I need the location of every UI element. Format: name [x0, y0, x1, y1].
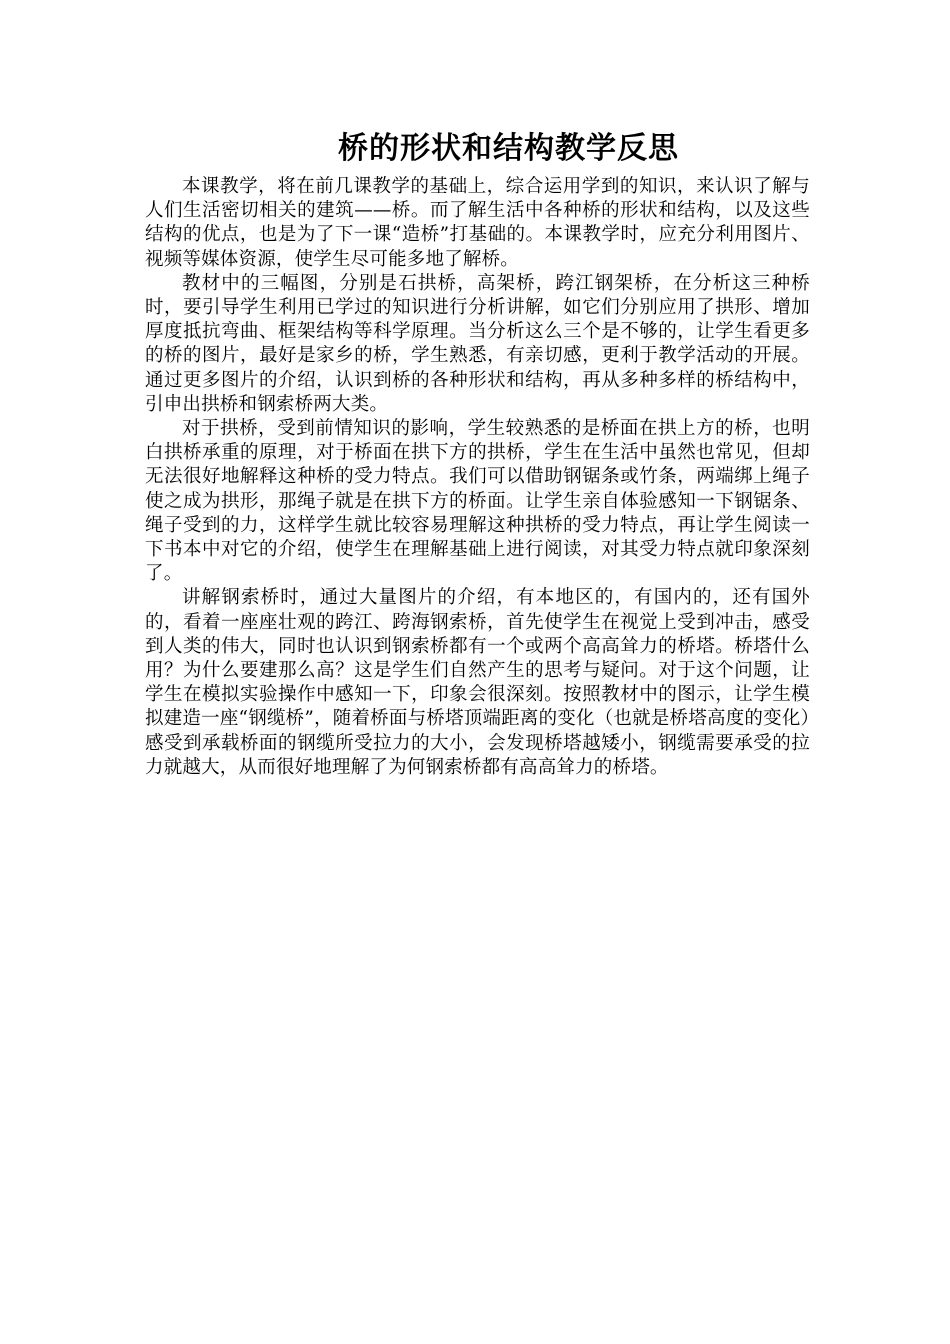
- paragraph-4: 讲解钢索桥时，通过大量图片的介绍，有本地区的，有国内的，还有国外的，看着一座座壮观的跨江、跨海钢索桥，首先使学生在视觉上受到冲击，感受到人类的伟大，同时也认识到钢索桥都有一个或两个高高耸力的桥塔。桥塔什么用？为什么要建那么高？这是学生们自然产生的思考与疑问。对于这个问题，让学生在模拟实验操作中感知一下，印象会很深刻。按照教材中的图示，让学生模拟建造一座“钢缆桥”，随着桥面与桥塔顶端距离的变化（也就是桥塔高度的变化）感受到承载桥面的钢缆所受拉力的大小，会发现桥塔越矮小，钢缆需要承受的拉力就越大，从而很好地理解了为何钢索桥都有高高耸力的桥塔。: [145, 587, 810, 778]
- paragraph-1: 本课教学，将在前几课教学的基础上，综合运用学到的知识，来认识了解与人们生活密切相关的建筑——桥。而了解生活中各种桥的形状和结构，以及这些结构的优点，也是为了下一课“造桥”打基础的。本课教学时，应充分利用图片、视频等媒体资源，使学生尽可能多地了解桥。: [145, 176, 810, 270]
- document-title: 桥的形状和结构教学反思: [338, 131, 679, 166]
- document-body: [145, 175, 810, 780]
- paragraph-3: 对于拱桥，受到前情知识的影响，学生较熟悉的是桥面在拱上方的桥，也明白拱桥承重的原理，对于桥面在拱下方的拱桥，学生在生活中虽然也常见，但却无法很好地解释这种桥的受力特点。我们可以借助钢锯条或竹条，两端绑上绳子使之成为拱形，那绳子就是在拱下方的桥面。让学生亲自体验感知一下钢锯条、绳子受到的力，这样学生就比较容易理解这种拱桥的受力特点，再让学生阅读一下书本中对它的介绍，使学生在理解基础上进行阅读，对其受力特点就印象深刻了。: [145, 418, 810, 585]
- paragraph-2: 教材中的三幅图，分别是石拱桥，高架桥，跨江钢架桥，在分析这三种桥时，要引导学生利用已学过的知识进行分析讲解，如它们分别应用了拱形、增加厚度抵抗弯曲、框架结构等科学原理。当分析这么三个是不够的，让学生看更多的桥的图片，最好是家乡的桥，学生熟悉，有亲切感，更利于教学活动的开展。通过更多图片的介绍，认识到桥的各种形状和结构，再从多种多样的桥结构中，引申出拱桥和钢索桥两大类。: [145, 272, 810, 415]
